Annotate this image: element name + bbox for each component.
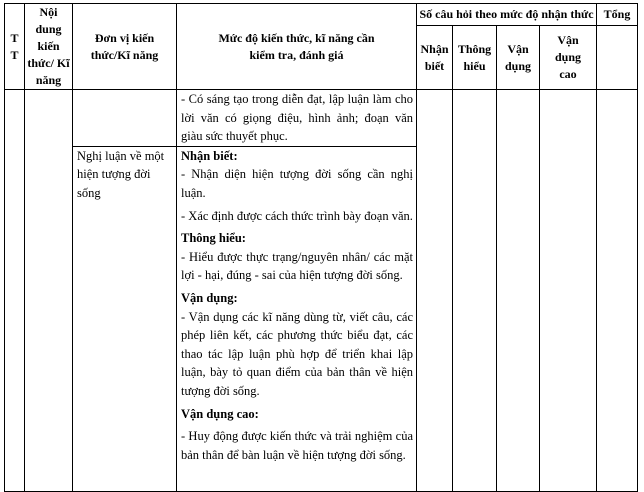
thong-hieu-item-1: - Hiểu được thực trạng/nguyên nhân/ các mặt lợi - hại, đúng - sai của hiện tượng đời sống. xyxy=(181,249,413,283)
header-van-dung: Vận dụng xyxy=(497,26,540,90)
header-tong: Tổng xyxy=(597,4,638,26)
nhan-biet-heading: Nhận biết: xyxy=(181,148,238,163)
van-dung-heading: Vận dụng: xyxy=(181,290,238,305)
header-van-dung-cao: Vận dụng cao xyxy=(540,26,597,90)
cell-tt xyxy=(5,90,25,492)
cell-van-dung-cao xyxy=(540,90,597,492)
don-vi-2-text: Nghị luận về một hiện tượng đời sống xyxy=(77,148,165,200)
nhan-biet-item-1: - Nhận diện hiện tượng đời sống cần nghị luận. xyxy=(181,167,413,200)
cell-tong xyxy=(597,90,638,492)
cell-noi-dung xyxy=(25,90,73,492)
header-noi-dung: Nội dung kiến thức/ Kĩ năng xyxy=(25,4,73,90)
cell-nhan-biet xyxy=(417,90,453,492)
van-dung-item-1: - Vận dụng các kĩ năng dùng từ, viết câu, các phép liên kết, các phương thức biểu đạt, các thao tác lập luận phù hợp để triển khai lập luận, bày tỏ quan điểm của bản thân về hiện tượng đời sống. xyxy=(181,309,413,398)
header-tong-empty xyxy=(597,26,638,90)
cell-van-dung xyxy=(497,90,540,492)
header-so-cau-hoi: Số câu hỏi theo mức độ nhận thức xyxy=(417,4,597,26)
cell-don-vi-2 xyxy=(73,146,177,491)
cell-thong-hieu xyxy=(453,90,497,492)
header-tt: T T xyxy=(5,4,25,90)
muc-do-1-text: - Có sáng tạo trong diễn đạt, lập luận làm cho lời văn có giọng điệu, hình ảnh; đoạn văn giàu sức thuyết phục. xyxy=(181,92,413,144)
van-dung-cao-heading: Vận dụng cao: xyxy=(181,406,259,421)
assessment-matrix-table xyxy=(4,3,638,492)
nhan-biet-item-2: - Xác định được cách thức trình bày đoạn văn. xyxy=(181,208,413,223)
header-nhan-biet: Nhận biết xyxy=(417,26,453,90)
cell-muc-do-2 xyxy=(177,146,417,491)
header-muc-do: Mức độ kiến thức, kĩ năng cần kiểm tra, đánh giá xyxy=(177,4,417,90)
cell-don-vi-1 xyxy=(73,90,177,147)
header-thong-hieu: Thông hiểu xyxy=(453,26,497,90)
thong-hieu-heading: Thông hiểu: xyxy=(181,231,246,246)
header-don-vi: Đơn vị kiến thức/Kĩ năng xyxy=(73,4,177,90)
van-dung-cao-item-1: - Huy động được kiến thức và trải nghiệm của bản thân để bàn luận về hiện tượng đời sống. xyxy=(181,429,413,462)
cell-muc-do-1 xyxy=(177,90,417,147)
